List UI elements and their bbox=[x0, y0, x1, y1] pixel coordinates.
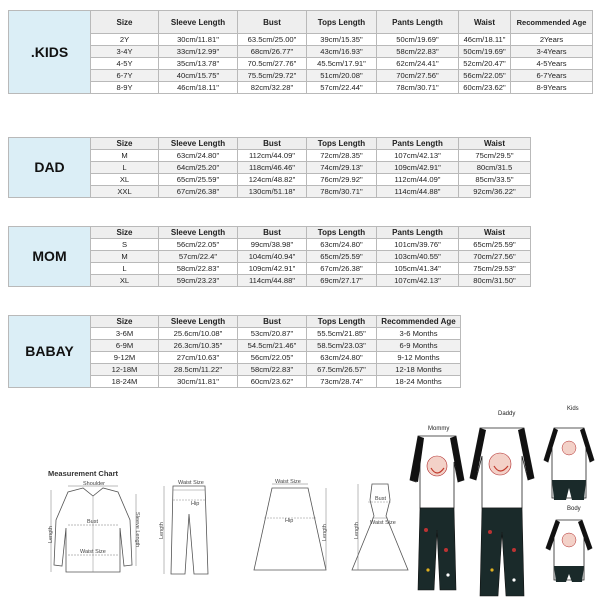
shoulder-label: Shoulder bbox=[83, 481, 106, 487]
cell: 56cm/22.05" bbox=[459, 70, 511, 82]
header-waist: Waist bbox=[459, 227, 531, 239]
kids-size-table bbox=[8, 10, 593, 94]
cell: 27cm/10.63" bbox=[159, 352, 238, 364]
cell: 63cm/24.80" bbox=[307, 352, 377, 364]
table-row bbox=[9, 82, 593, 94]
cell: 103cm/40.55" bbox=[377, 251, 459, 263]
cell: 99cm/38.98" bbox=[238, 239, 307, 251]
family-pajamas-photo bbox=[404, 420, 600, 600]
cell: 2Years bbox=[511, 34, 593, 46]
cell: XL bbox=[91, 275, 159, 287]
header-bust: Bust bbox=[238, 11, 307, 34]
cell: 25.6cm/10.08" bbox=[159, 328, 238, 340]
cell: 3-6 Months bbox=[377, 328, 461, 340]
header-tops-length: Tops Length bbox=[307, 11, 377, 34]
hip-label: Hip bbox=[285, 518, 294, 524]
cell: 63cm/24.80" bbox=[159, 150, 238, 162]
waist-size-label: Waist Size bbox=[178, 480, 204, 486]
pants-measurement-sketch bbox=[158, 478, 218, 580]
cell: 64cm/25.20" bbox=[159, 162, 238, 174]
cell: 65cm/25.59" bbox=[459, 239, 531, 251]
header-tops-length: Tops Length bbox=[307, 316, 377, 328]
dad-size-table bbox=[8, 137, 531, 198]
cell: 6-7Years bbox=[511, 70, 593, 82]
cell: 33cm/12.99" bbox=[159, 46, 238, 58]
cell: 67cm/26.38" bbox=[307, 263, 377, 275]
cell: 39cm/15.35" bbox=[307, 34, 377, 46]
header-sleeve-length: Sleeve Length bbox=[159, 11, 238, 34]
cell: M bbox=[91, 150, 159, 162]
header-size: Size bbox=[91, 11, 159, 34]
cell: 70.5cm/27.76" bbox=[238, 58, 307, 70]
dress-measurement-sketch bbox=[350, 478, 410, 580]
header-recommended-age: Recommended Age bbox=[377, 316, 461, 328]
cell: S bbox=[91, 239, 159, 251]
body-label: Body bbox=[567, 506, 581, 512]
hip-label: Hip bbox=[191, 501, 200, 507]
cell: 8-9Years bbox=[511, 82, 593, 94]
skirt-measurement-sketch bbox=[252, 478, 332, 580]
cell: 70cm/27.56" bbox=[459, 251, 531, 263]
sleeve-length-label: Sleeve Length bbox=[134, 512, 140, 548]
cell: 104cm/40.94" bbox=[238, 251, 307, 263]
cell: 58cm/22.83" bbox=[377, 46, 459, 58]
cell: 40cm/15.75" bbox=[159, 70, 238, 82]
table-row bbox=[9, 58, 593, 70]
cell: 85cm/33.5" bbox=[459, 174, 531, 186]
cell: 46cm/18.11" bbox=[459, 34, 511, 46]
cell: 67cm/26.38" bbox=[159, 186, 238, 198]
cell: 6-9M bbox=[91, 340, 159, 352]
cell: 75.5cm/29.72" bbox=[238, 70, 307, 82]
bust-label: Bust bbox=[375, 496, 387, 502]
header-waist: Waist bbox=[459, 11, 511, 34]
cell: 56cm/22.05" bbox=[159, 239, 238, 251]
cell: 114cm/44.88" bbox=[238, 275, 307, 287]
length-label: Length bbox=[48, 526, 54, 543]
cell: 2Y bbox=[91, 34, 159, 46]
cell: 73cm/28.74" bbox=[307, 376, 377, 388]
cell: 50cm/19.69" bbox=[459, 46, 511, 58]
header-size: Size bbox=[91, 227, 159, 239]
cell: 56cm/22.05" bbox=[238, 352, 307, 364]
mom-category-label: MOM bbox=[9, 227, 91, 287]
header-size: Size bbox=[91, 316, 159, 328]
cell: XXL bbox=[91, 186, 159, 198]
header-sleeve-length: Sleeve Length bbox=[159, 138, 238, 150]
header-bust: Bust bbox=[238, 138, 307, 150]
cell: 65cm/25.59" bbox=[307, 251, 377, 263]
header-waist: Waist bbox=[459, 138, 531, 150]
waist-size-label: Waist Size bbox=[80, 549, 106, 555]
cell: L bbox=[91, 263, 159, 275]
cell: 51cm/20.08" bbox=[307, 70, 377, 82]
header-size: Size bbox=[91, 138, 159, 150]
cell: 54.5cm/21.46" bbox=[238, 340, 307, 352]
cell: 65cm/25.59" bbox=[159, 174, 238, 186]
cell: 62cm/24.41" bbox=[377, 58, 459, 70]
cell: 109cm/42.91" bbox=[238, 263, 307, 275]
cell: 118cm/46.46" bbox=[238, 162, 307, 174]
cell: 30cm/11.81" bbox=[159, 376, 238, 388]
cell: 101cm/39.76" bbox=[377, 239, 459, 251]
cell: 124cm/48.82" bbox=[238, 174, 307, 186]
cell: 58.5cm/23.03" bbox=[307, 340, 377, 352]
cell: 82cm/32.28" bbox=[238, 82, 307, 94]
header-pants-length: Pants Length bbox=[377, 138, 459, 150]
daddy-label: Daddy bbox=[498, 411, 516, 417]
bust-label: Bust bbox=[87, 519, 99, 525]
cell: 4-5Years bbox=[511, 58, 593, 70]
cell: 3-4Y bbox=[91, 46, 159, 58]
waist-size-label: Waist Size bbox=[275, 479, 301, 485]
table-row bbox=[9, 70, 593, 82]
cell: 4-5Y bbox=[91, 58, 159, 70]
measurement-chart-title: Measurement Chart bbox=[48, 469, 119, 478]
dad-category-label: DAD bbox=[9, 138, 91, 198]
cell: 6-9 Months bbox=[377, 340, 461, 352]
cell: 55.5cm/21.85" bbox=[307, 328, 377, 340]
cell: L bbox=[91, 162, 159, 174]
cell: 58cm/22.83" bbox=[238, 364, 307, 376]
cell: 92cm/36.22" bbox=[459, 186, 531, 198]
cell: 57cm/22.4" bbox=[159, 251, 238, 263]
cell: 26.3cm/10.35" bbox=[159, 340, 238, 352]
kids-label: Kids bbox=[567, 406, 579, 412]
shirt-measurement-sketch bbox=[48, 480, 143, 580]
cell: 8-9Y bbox=[91, 82, 159, 94]
cell: 70cm/27.56" bbox=[377, 70, 459, 82]
cell: 58cm/22.83" bbox=[159, 263, 238, 275]
cell: 63cm/24.80" bbox=[307, 239, 377, 251]
baby-size-table bbox=[8, 315, 461, 388]
length-label: Length bbox=[159, 522, 165, 539]
cell: 59cm/23.23" bbox=[159, 275, 238, 287]
header-sleeve-length: Sleeve Length bbox=[159, 227, 238, 239]
header-recommended-age: Recommended Age bbox=[511, 11, 593, 34]
cell: 60cm/23.62" bbox=[238, 376, 307, 388]
cell: 72cm/28.35" bbox=[307, 150, 377, 162]
cell: 109cm/42.91" bbox=[377, 162, 459, 174]
cell: 9-12 Months bbox=[377, 352, 461, 364]
cell: 53cm/20.87" bbox=[238, 328, 307, 340]
cell: 3-4Years bbox=[511, 46, 593, 58]
header-pants-length: Pants Length bbox=[377, 11, 459, 34]
cell: XL bbox=[91, 174, 159, 186]
cell: 3-6M bbox=[91, 328, 159, 340]
cell: 74cm/29.13" bbox=[307, 162, 377, 174]
cell: 12-18M bbox=[91, 364, 159, 376]
mom-size-table bbox=[8, 226, 531, 287]
kids-category-label: .KIDS bbox=[9, 11, 91, 94]
cell: 130cm/51.18" bbox=[238, 186, 307, 198]
cell: 76cm/29.92" bbox=[307, 174, 377, 186]
cell: 57cm/22.44" bbox=[307, 82, 377, 94]
cell: 18-24 Months bbox=[377, 376, 461, 388]
cell: M bbox=[91, 251, 159, 263]
cell: 43cm/16.93" bbox=[307, 46, 377, 58]
cell: 30cm/11.81" bbox=[159, 34, 238, 46]
cell: 112cm/44.09" bbox=[238, 150, 307, 162]
cell: 60cm/23.62" bbox=[459, 82, 511, 94]
cell: 63.5cm/25.00" bbox=[238, 34, 307, 46]
cell: 68cm/26.77" bbox=[238, 46, 307, 58]
cell: 35cm/13.78" bbox=[159, 58, 238, 70]
cell: 50cm/19.69" bbox=[377, 34, 459, 46]
header-bust: Bust bbox=[238, 227, 307, 239]
cell: 45.5cm/17.91" bbox=[307, 58, 377, 70]
cell: 46cm/18.11" bbox=[159, 82, 238, 94]
cell: 105cm/41.34" bbox=[377, 263, 459, 275]
mommy-label: Mommy bbox=[428, 426, 450, 432]
cell: 69cm/27.17" bbox=[307, 275, 377, 287]
table-row bbox=[9, 34, 593, 46]
cell: 18-24M bbox=[91, 376, 159, 388]
header-pants-length: Pants Length bbox=[377, 227, 459, 239]
cell: 80cm/31.5 bbox=[459, 162, 531, 174]
length-label: Length bbox=[354, 522, 360, 539]
cell: 114cm/44.88" bbox=[377, 186, 459, 198]
cell: 9-12M bbox=[91, 352, 159, 364]
cell: 6-7Y bbox=[91, 70, 159, 82]
cell: 78cm/30.71" bbox=[307, 186, 377, 198]
cell: 80cm/31.50" bbox=[459, 275, 531, 287]
cell: 78cm/30.71" bbox=[377, 82, 459, 94]
header-bust: Bust bbox=[238, 316, 307, 328]
waist-size-label: Waist Size bbox=[370, 520, 396, 526]
cell: 112cm/44.09" bbox=[377, 174, 459, 186]
table-row bbox=[9, 46, 593, 58]
baby-category-label: BABAY bbox=[9, 316, 91, 388]
cell: 107cm/42.13" bbox=[377, 275, 459, 287]
header-tops-length: Tops Length bbox=[307, 227, 377, 239]
cell: 12-18 Months bbox=[377, 364, 461, 376]
header-tops-length: Tops Length bbox=[307, 138, 377, 150]
cell: 67.5cm/26.57" bbox=[307, 364, 377, 376]
cell: 107cm/42.13" bbox=[377, 150, 459, 162]
cell: 75cm/29.5" bbox=[459, 150, 531, 162]
header-sleeve-length: Sleeve Length bbox=[159, 316, 238, 328]
cell: 75cm/29.53" bbox=[459, 263, 531, 275]
cell: 52cm/20.47" bbox=[459, 58, 511, 70]
cell: 28.5cm/11.22" bbox=[159, 364, 238, 376]
length-label: Length bbox=[322, 524, 328, 541]
